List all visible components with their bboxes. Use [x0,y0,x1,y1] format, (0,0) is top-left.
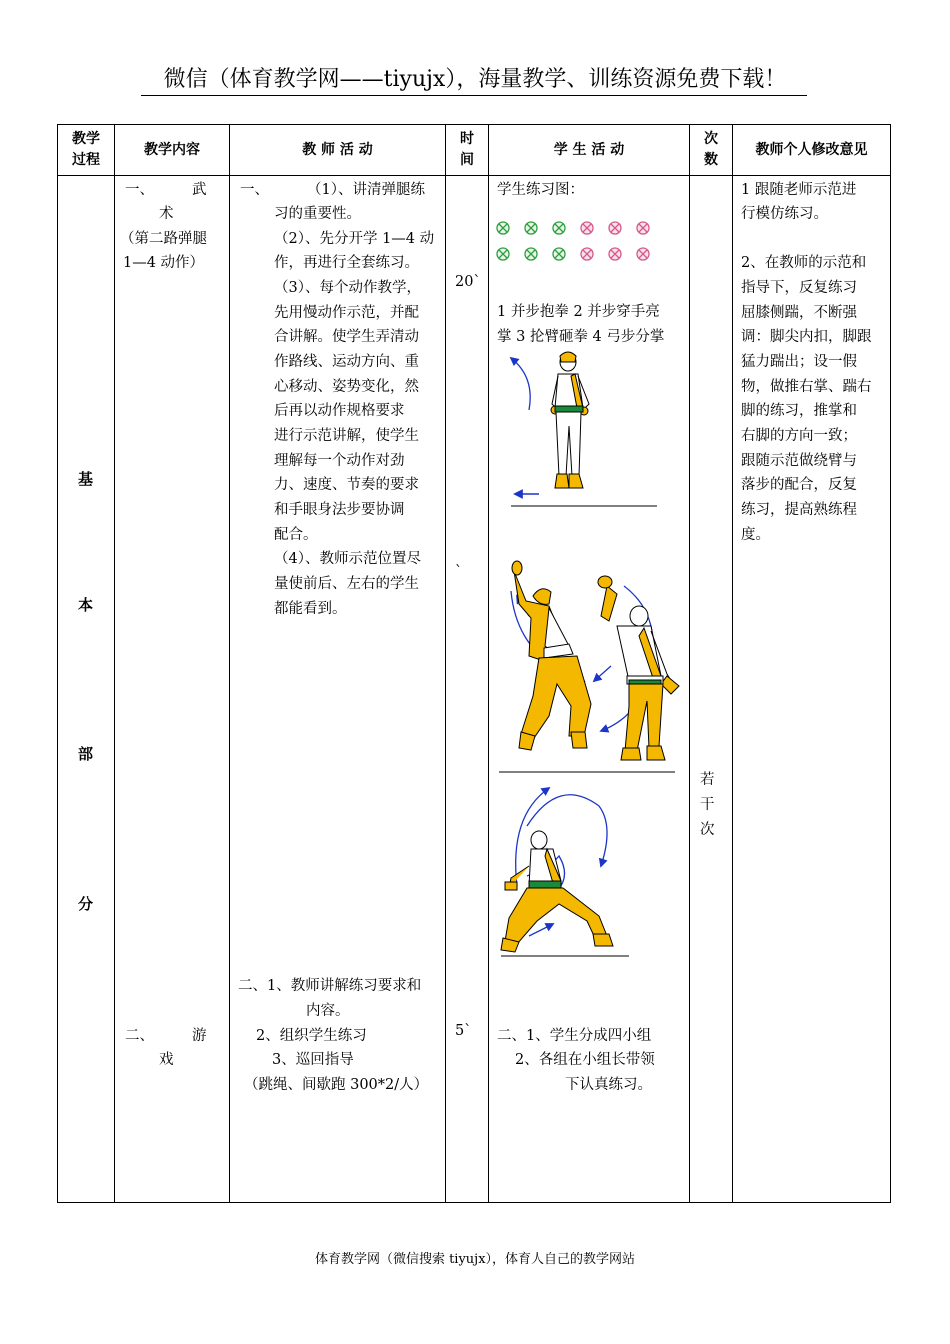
teacher-item-number: 一、 [240,182,269,198]
notes-line: 度。 [741,527,770,543]
process-char-3: 部 [78,745,94,763]
notes-line: 练习，提高熟练程 [741,502,857,518]
wushu-subtitle-1: （第二路弹腿 [120,231,207,247]
process-char-1: 基 [78,470,94,488]
header-student-activity: 学 生 活 动 [489,125,690,176]
student-diagram-label: 学生练习图： [497,182,584,198]
notes-line: 猛力踹出；设一假 [741,354,857,370]
count-char-3: 次 [700,822,715,838]
content-cell [115,176,230,1203]
teacher-game-line: （跳绳、间歇跑 300*2/人） [244,1077,429,1093]
student-game-line: 2、各组在小组长带领 [515,1052,655,1068]
teacher-line: 先用慢动作示范，并配 [274,305,419,321]
wushu-subtitle-2: 1—4 动作） [123,255,205,271]
student-game-line: 二、1、学生分成四小组 [497,1028,652,1044]
notes-line: 调：脚尖内扣，脚跟 [741,329,872,345]
notes-line: 物，做推右掌、踹右 [741,379,872,395]
header-process: 教学 过程 [58,125,115,176]
notes-line: 指导下，反复练习 [741,280,857,296]
process-char-4: 分 [78,895,94,913]
teacher-game-line: 内容。 [306,1003,350,1019]
teacher-line: （4）、教师示范位置尽 [274,551,421,567]
wushu-label-a: 武 [192,182,207,198]
game-number: 二、 [125,1028,154,1044]
game-label-b: 戏 [159,1052,174,1068]
process-char-2: 本 [78,596,94,614]
teacher-line: （2）、先分开学 1—4 动 [274,231,435,247]
teacher-line: （1）、讲清弹腿练 [307,182,425,198]
header-count: 次 数 [690,125,733,176]
teacher-line: 量使前后、左右的学生 [274,576,419,592]
teacher-line: 习的重要性。 [274,206,361,222]
game-label-a: 游 [192,1028,207,1044]
page-footer: 体育教学网（微信搜索 tiyujx），体育人自己的教学网站 [314,1252,636,1267]
formation-markers [497,222,649,260]
student-activity-cell [489,176,690,1203]
teacher-line: 都能看到。 [274,601,347,617]
teacher-line: 合讲解。使学生弄清动 [274,329,419,345]
notes-line: 1 跟随老师示范进 [741,182,857,198]
header-content: 教学内容 [115,125,230,176]
teacher-activity-cell [230,176,446,1203]
notes-line: 落步的配合，反复 [741,477,857,493]
notes-line: 行模仿练习。 [741,206,828,222]
time-game: 5` [455,1023,472,1039]
teacher-game-line: 3、巡回指导 [272,1052,354,1068]
time-cell [446,176,489,1203]
notes-line: 右脚的方向一致； [741,428,857,444]
teacher-line: 进行示范讲解，使学生 [274,428,419,444]
header-banner: 微信（体育教学网——tiyujx），海量教学、训练资源免费下载！ [163,67,787,92]
teacher-line: 理解每一个动作对劲 [274,453,405,469]
lesson-plan-table [57,124,891,1203]
time-mark: ` [455,564,463,580]
count-cell [690,176,733,1203]
header-notes: 教师个人修改意见 [733,125,891,176]
count-char-1: 若 [700,772,715,788]
notes-line: 跟随示范做绕臂与 [741,453,857,469]
teacher-line: 作，再进行全套练习。 [274,255,419,271]
teacher-game-line: 二、1、教师讲解练习要求和 [238,978,422,994]
wushu-figure-1 [511,352,657,506]
notes-cell [733,176,891,1203]
process-cell [58,176,115,1203]
time-wushu: 20` [455,274,481,290]
student-moves-line-2: 掌 3 抡臂砸拳 4 弓步分掌 [497,329,665,345]
teacher-line: 和手眼身法步要协调 [274,502,405,518]
notes-line: 脚的练习，推掌和 [741,403,857,419]
count-char-2: 干 [700,797,715,813]
teacher-line: 作路线、运动方向、重 [274,354,419,370]
teacher-line: 后再以动作规格要求 [274,403,405,419]
wushu-figure-2 [499,561,679,772]
teacher-line: 力、速度、节奏的要求 [274,477,419,493]
teacher-line: 心移动、姿势变化，然 [274,379,419,395]
teacher-line: 配合。 [274,527,318,543]
header-teacher-activity: 教 师 活 动 [230,125,446,176]
student-moves-line-1: 1 并步抱拳 2 并步穿手亮 [497,304,660,320]
student-diagram [489,176,689,976]
notes-line: 屈膝侧踹，不断强 [741,305,857,321]
wushu-figure-3 [501,788,629,956]
teacher-game-line: 2、组织学生练习 [256,1028,367,1044]
header-underline [141,95,807,96]
notes-line: 2、在教师的示范和 [741,255,867,271]
student-game-line: 下认真练习。 [565,1077,652,1093]
table-header-row [58,125,891,176]
wushu-label-b: 术 [159,206,174,222]
table-body-row [58,176,891,1203]
teacher-line: （3）、每个动作教学， [274,280,421,296]
header-time: 时 间 [446,125,489,176]
wushu-number: 一、 [125,182,154,198]
